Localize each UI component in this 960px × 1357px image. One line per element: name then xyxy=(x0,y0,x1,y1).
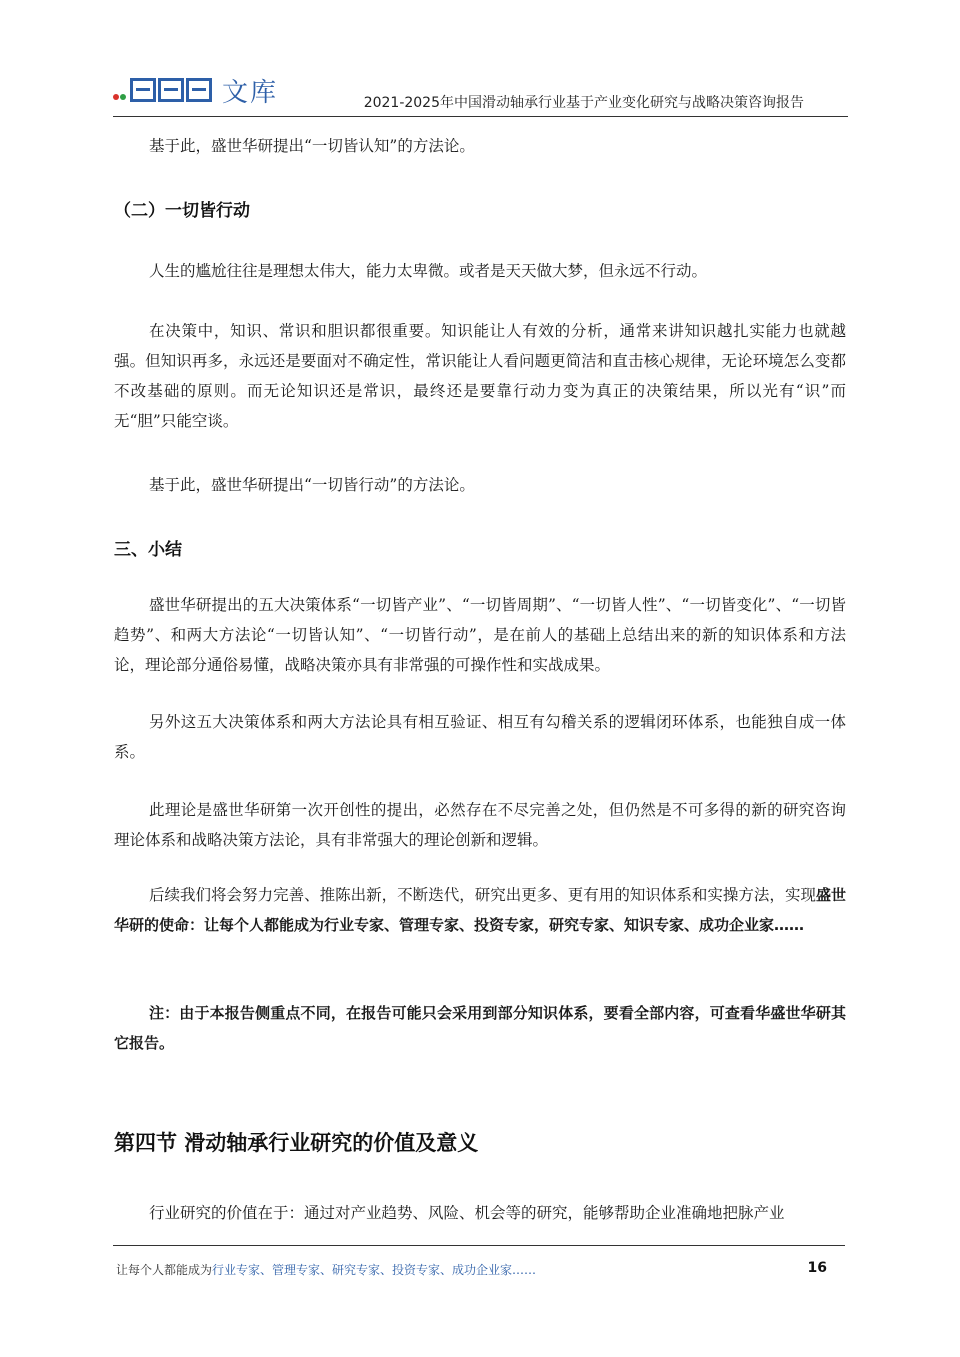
footer-prefix: 让每个人都能成为 xyxy=(116,1263,213,1277)
paragraph: 基于此，盛世华研提出“一切皆认知”的方法论。 xyxy=(149,137,475,155)
footer-slogan xyxy=(116,1261,536,1278)
paragraph: 人生的尴尬往往是理想太伟大，能力太卑微。或者是天天做大梦，但永远不行动。 xyxy=(149,262,708,280)
logo-text: 文库 xyxy=(222,77,279,108)
footer-divider xyxy=(113,1245,845,1246)
logo xyxy=(113,72,278,108)
page-number: 16 xyxy=(807,1260,827,1276)
logo-mark-icon xyxy=(130,78,156,102)
footer-highlight: 行业专家、管理专家、研究专家、投资专家、成功企业家…… xyxy=(212,1263,537,1277)
mission-statement: 盛世华研的使命：让每个人都能成为行业专家、管理专家、投资专家，研究专家、知识专家、成功企业家…… xyxy=(114,886,846,934)
logo-mark-icon xyxy=(186,78,212,102)
paragraph: 另外这五大决策体系和两大方法论具有相互验证、相互有勾稽关系的逻辑闭环体系，也能独自成一体系。 xyxy=(114,713,846,761)
paragraph: 盛世华研提出的五大决策体系“一切皆产业”、“一切皆周期”、“一切皆人性”、“一切皆变化”、“一切皆趋势”、和两大方法论“一切皆认知”、“一切皆行动”，是在前人的基础上总结出来的新的知识体系和方法论，理论部分通俗易懂，战略决策亦具有非常强的可操作性和实战成果。 xyxy=(114,596,846,674)
section-heading-action: （二）一切皆行动 xyxy=(114,201,250,221)
logo-mark-icon xyxy=(158,78,184,102)
report-title: 2021-2025年中国滑动轴承行业基于产业变化研究与战略决策咨询报告 xyxy=(363,95,804,111)
paragraph: 基于此，盛世华研提出“一切皆行动”的方法论。 xyxy=(149,476,475,494)
note-paragraph: 注：由于本报告侧重点不同，在报告可能只会采用到部分知识体系，要看全部内容，可查看华盛世华研其它报告。 xyxy=(114,1004,846,1052)
paragraph: 此理论是盛世华研第一次开创性的提出，必然存在不尽完善之处，但仍然是不可多得的新的研究咨询理论体系和战略决策方法论，具有非常强大的理论创新和逻辑。 xyxy=(114,801,846,849)
page-header xyxy=(113,68,848,118)
logo-dots-icon xyxy=(113,80,127,100)
header-divider xyxy=(113,116,848,117)
paragraph: 行业研究的价值在于：通过对产业趋势、风险、机会等的研究，能够帮助企业准确地把脉产业 xyxy=(149,1204,785,1222)
chapter-heading: 第四节 滑动轴承行业研究的价值及意义 xyxy=(114,1131,479,1155)
paragraph xyxy=(114,880,846,940)
paragraph: 在决策中，知识、常识和胆识都很重要。知识能让人有效的分析，通常来讲知识越扎实能力也就越强。但知识再多，永远还是要面对不确定性，常识能让人看问题更简洁和直击核心规律，无论环境怎么变都不改基础的原则。而无论知识还是常识，最终还是要靠行动力变为真正的决策结果，所以光有“识”而无“胆”只能空谈。 xyxy=(114,322,846,430)
section-heading-summary: 三、小结 xyxy=(114,540,182,560)
paragraph-text: 后续我们将会努力完善、推陈出新，不断迭代，研究出更多、更有用的知识体系和实操方法，实现 xyxy=(149,886,816,904)
